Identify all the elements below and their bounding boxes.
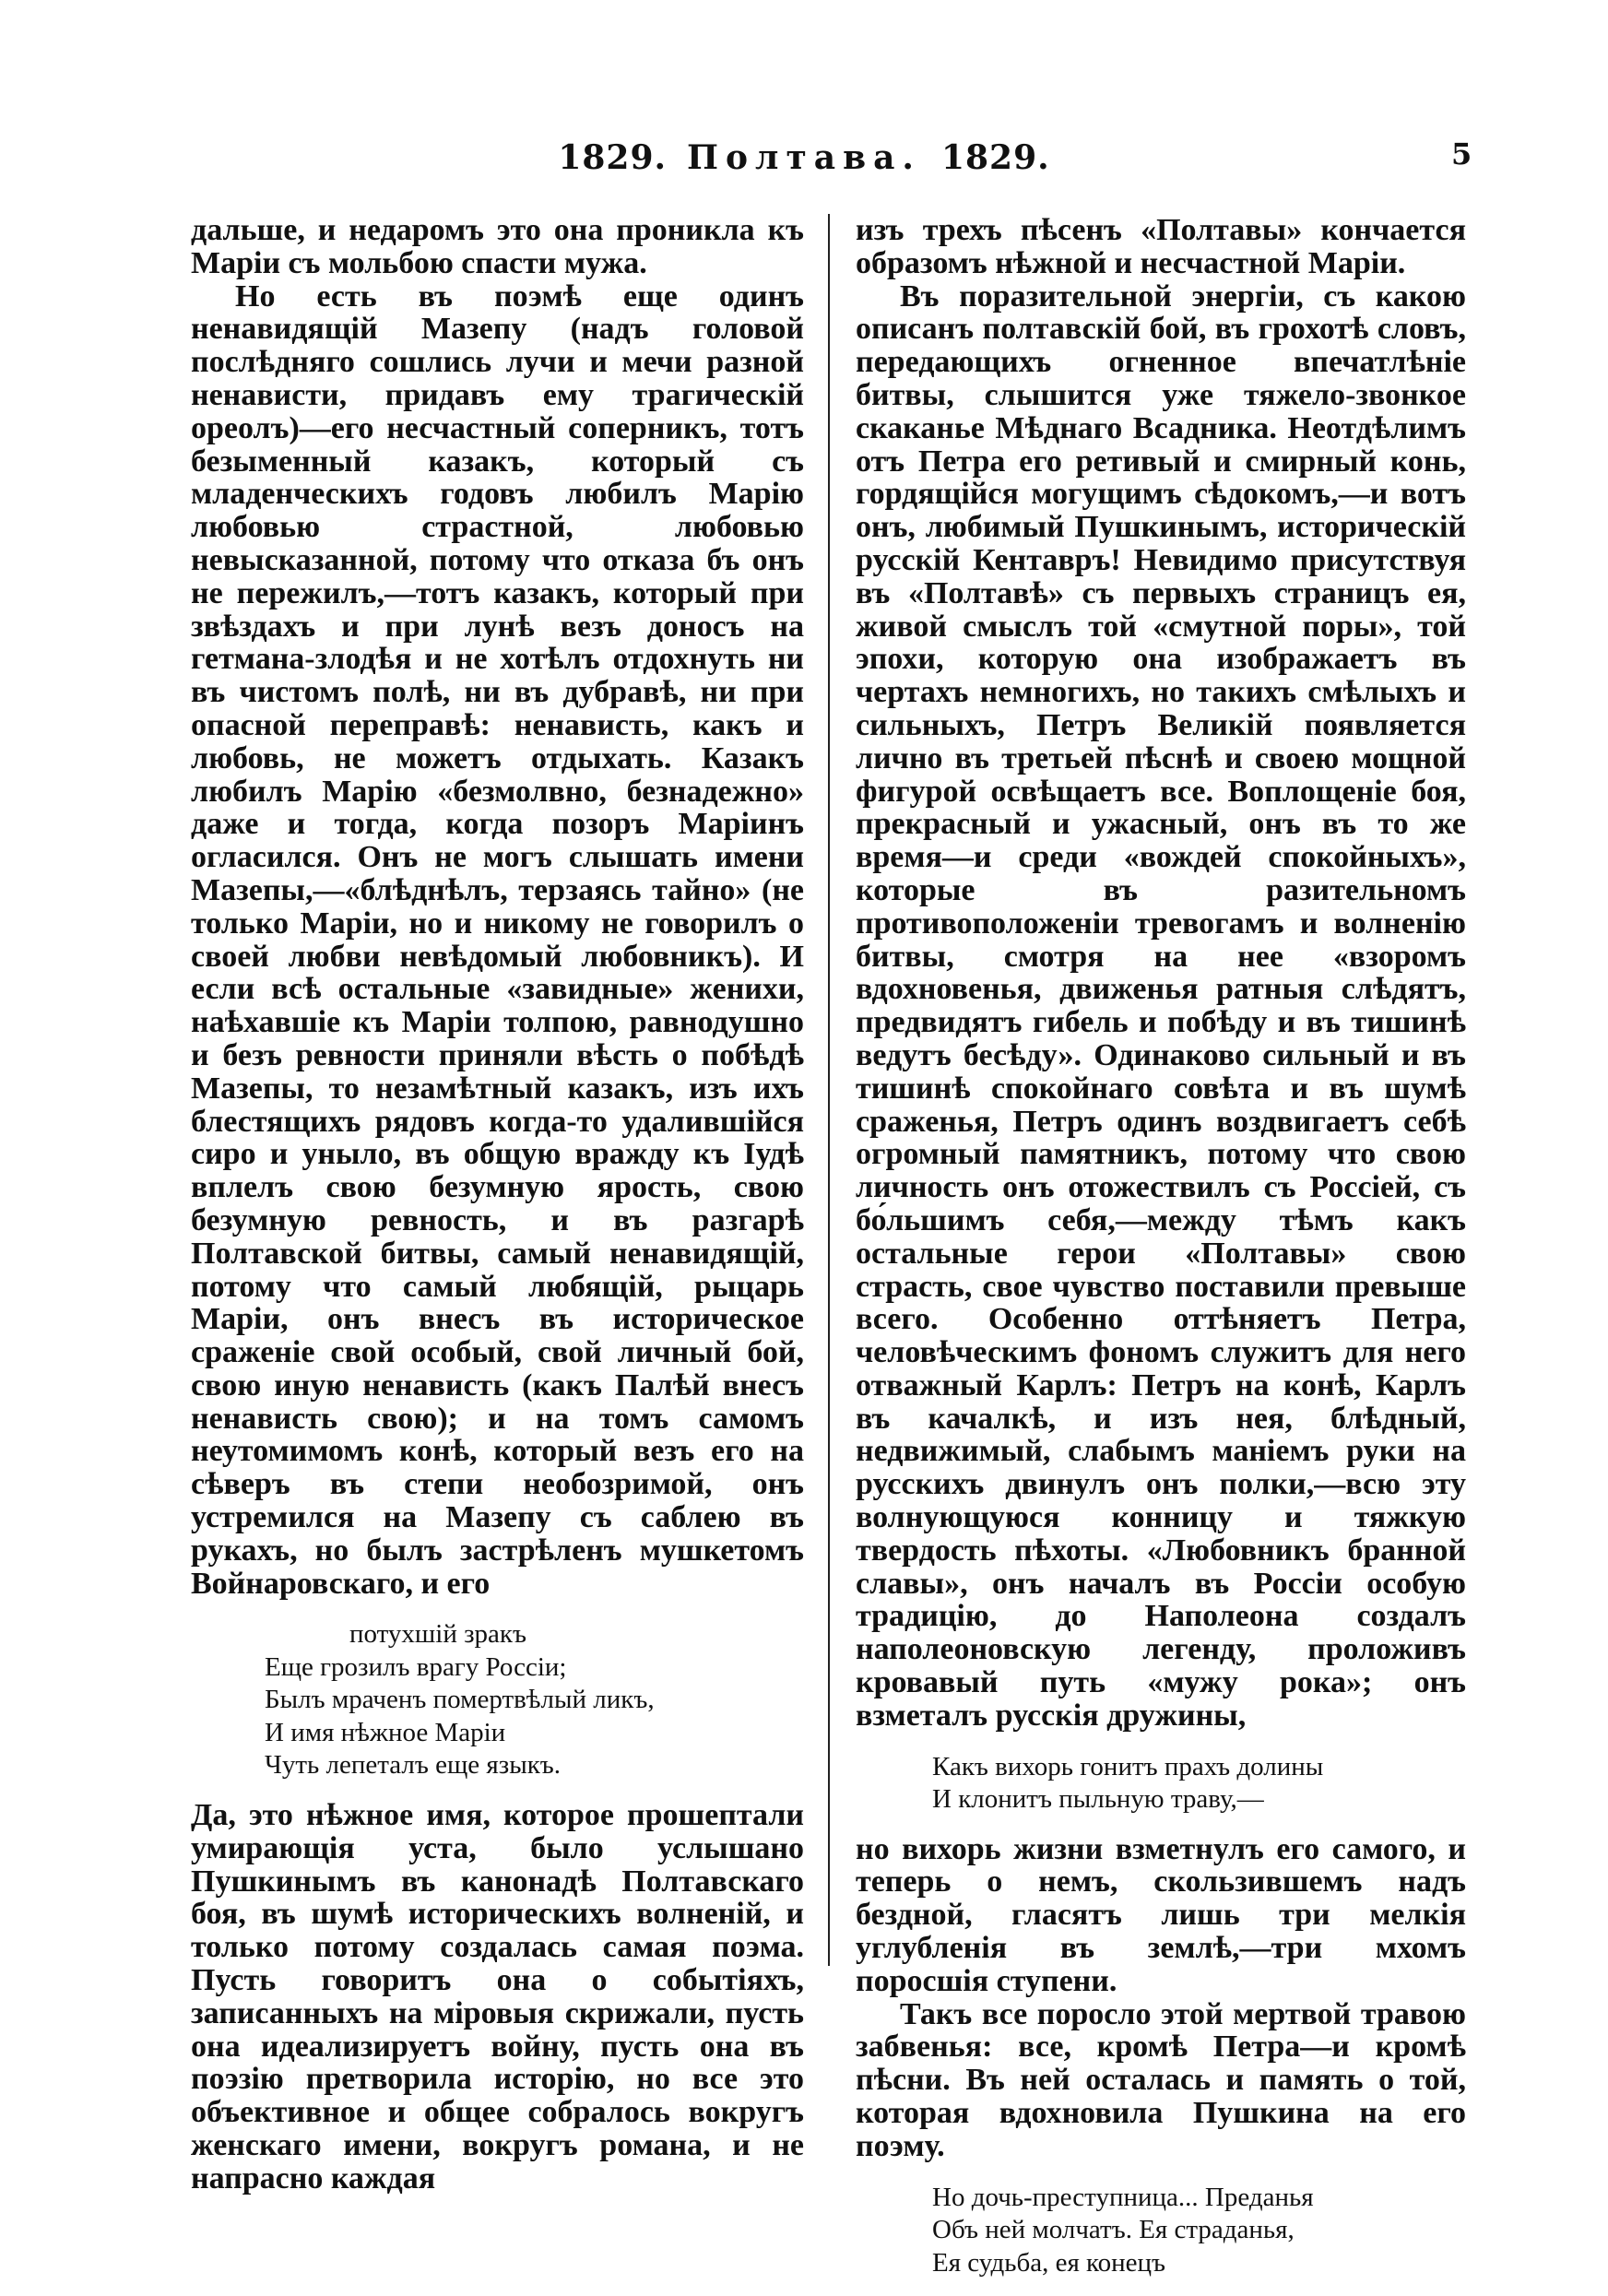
right-column [856, 214, 1466, 2296]
left-paragraph-2: Но есть въ поэмѣ еще одинъ ненавидящій Мазепу (надъ головой послѣдняго сошлись лучи и мечи разной ненависти, придавъ ему трагическій ореолъ)—его несчастный соперникъ, тотъ безыменный казакъ, который съ младенческихъ годовъ любилъ Марію любовью страстной, любовью невысказанной, потому что отказа бъ онъ не пережилъ,—тотъ казакъ, который при звѣздахъ и при лунѣ везъ доносъ на гетмана-злодѣя и не хотѣлъ отдохнуть ни въ чистомъ полѣ, ни въ дубравѣ, ни при опасной переправѣ: ненависть, какъ и любовь, не можетъ отдыхать. Казакъ любилъ Марію «безмолвно, безнадежно» даже и тогда, когда позоръ Маріинъ огласился. Онъ не могъ слышать имени Мазепы,—«блѣднѣлъ, терзаясь тайно» (не только Маріи, но и никому не говорилъ о своей любви невѣдомый любовникъ). И если всѣ остальные «завидные» женихи, наѣхавшіе къ Маріи толпою, равнодушно и безъ ревности приняли вѣсть о побѣдѣ Мазепы, то незамѣтный казакъ, изъ ихъ блестящихъ рядовъ когда-то удалившійся сиро и уныло, въ общую вражду къ Іудѣ вплелъ свою безумную ярость, свою безумную ревность, и въ разгарѣ Полтавской битвы, самый ненавидящій, потому что самый любящій, рыцарь Маріи, онъ внесъ въ историческое сраженіе свой особый, свой личный бой, свою иную ненависть (какъ Палѣй внесъ ненависть свою); и на томъ самомъ неутомимомъ конѣ, который везъ его на сѣверъ въ степи необозримой, онъ устремился на Мазепу съ саблею въ рукахъ, но былъ застрѣленъ мушкетомъ Войнаровскаго, и его [191, 278, 804, 1601]
verse-line: Былъ мраченъ помертвѣлый ликъ, [265, 1685, 655, 1715]
verse-line: И имя нѣжное Маріи [265, 1717, 506, 1747]
header-year-right: 1829. [940, 138, 1050, 177]
right-paragraph-3: но вихорь жизни взметнулъ его самого, и теперь о немъ, скользившемъ надъ бездной, гласятъ лишь три мелкія углубленія въ землѣ,—три мхомъ поросшія ступени. [856, 1831, 1466, 1998]
page-number: 5 [1451, 136, 1472, 172]
header-year-left: 1829. [558, 138, 668, 177]
left-column [191, 214, 804, 2195]
verse-line: И клонитъ пыльную траву,— [932, 1784, 1264, 1815]
left-verse-quote [191, 1618, 804, 1782]
verse-line: Какъ вихорь гонитъ прахъ долины [932, 1751, 1324, 1781]
verse-line: Ея судьба, ея конецъ [932, 2247, 1166, 2278]
running-header [0, 138, 1608, 177]
verse-line: потухшій зракъ [349, 1619, 526, 1650]
right-verse-quote-1 [856, 1751, 1466, 1817]
verse-line: Еще грозилъ врагу Россіи; [265, 1651, 567, 1682]
verse-line: Чуть лепеталъ еще языкъ. [265, 1750, 562, 1781]
verse-line: Объ ней молчатъ. Ея страданья, [932, 2215, 1295, 2245]
left-paragraph-3: Да, это нѣжное имя, которое прошептали умирающія уста, было услышано Пушкинымъ въ канонадѣ Полтавскаго боя, въ шумѣ историческихъ волненій, и только потому создалась самая поэма. Пусть говоритъ она о событіяхъ, записанныхъ на міровыя скрижали, пусть она идеализируетъ войну, пусть она въ поэзію претворила исторію, но все это объективное и общее собралось вокругъ женскаго имени, вокругъ романа, и не напрасно каждая [191, 1797, 804, 2195]
right-paragraph-2: Въ поразительной энергіи, съ какою описанъ полтавскій бой, въ грохотѣ словъ, передающихъ огненное впечатлѣніе битвы, слышится уже тяжело-звонкое скаканье Мѣднаго Всадника. Неотдѣлимъ отъ Петра его ретивый и смирный конь, гордящійся могущимъ сѣдокомъ,—и вотъ онъ, любимый Пушкинымъ, историческій русскій Кентавръ! Невидимо присутствуя въ «Полтавѣ» съ первыхъ страницъ ея, живой смыслъ той «смутной поры», той эпохи, которую она изображаетъ въ чертахъ немногихъ, но такихъ смѣлыхъ и сильныхъ, Петръ Великій появляется лично въ третьей пѣснѣ и своею мощной фигурой освѣщаетъ все. Воплощеніе боя, прекрасный и ужасный, онъ въ то же время—и среди «вождей спокойныхъ», которые въ разительномъ противоположеніи тревогамъ и волненію битвы, смотря на нее «взоромъ вдохновенья, движенья ратныя слѣдятъ, предвидятъ гибель и побѣду и въ тишинѣ ведутъ бесѣду». Одинаково сильный и въ тишинѣ спокойнаго совѣта и въ шумѣ сраженья, Петръ одинъ воздвигаетъ себѣ огромный памятникъ, потому что свою личность онъ отожествилъ съ Россіей, съ бо́льшимъ себя,—между тѣмъ какъ остальные герои «Полтавы» свою страсть, свое чувство поставили превыше всего. Особенно оттѣняетъ Петра, человѣческимъ фономъ служитъ для него отважный Карлъ: Петръ на конѣ, Карлъ въ качалкѣ, и изъ нея, блѣдный, недвижимый, слабымъ маніемъ руки на русскихъ двинулъ онъ полки,—всю эту волнующуюся конницу и тяжкую твердость пѣхоты. «Любовникъ бранной славы», онъ началъ въ Россіи особую традицію, до Наполеона создалъ наполеоновскую легенду, проложивъ кровавый путь «мужу рока»; онъ взметалъ русскія дружины, [856, 278, 1466, 1733]
column-divider [828, 214, 830, 1966]
verse-line: Но дочь-преступница... Преданья [932, 2182, 1314, 2212]
header-title: Полтава. [687, 138, 921, 177]
left-paragraph-1: дальше, и недаромъ это она проникла къ Маріи съ мольбою спасти мужа. [191, 213, 804, 280]
right-paragraph-1: изъ трехъ пѣсенъ «Полтавы» кончается образомъ нѣжной и несчастной Маріи. [856, 213, 1466, 280]
right-paragraph-4: Такъ все поросло этой мертвой травою забвенья: все, кромѣ Петра—и кромѣ пѣсни. Въ ней осталась и память о той, которая вдохновила Пушкина на его поэму. [856, 1996, 1466, 2163]
